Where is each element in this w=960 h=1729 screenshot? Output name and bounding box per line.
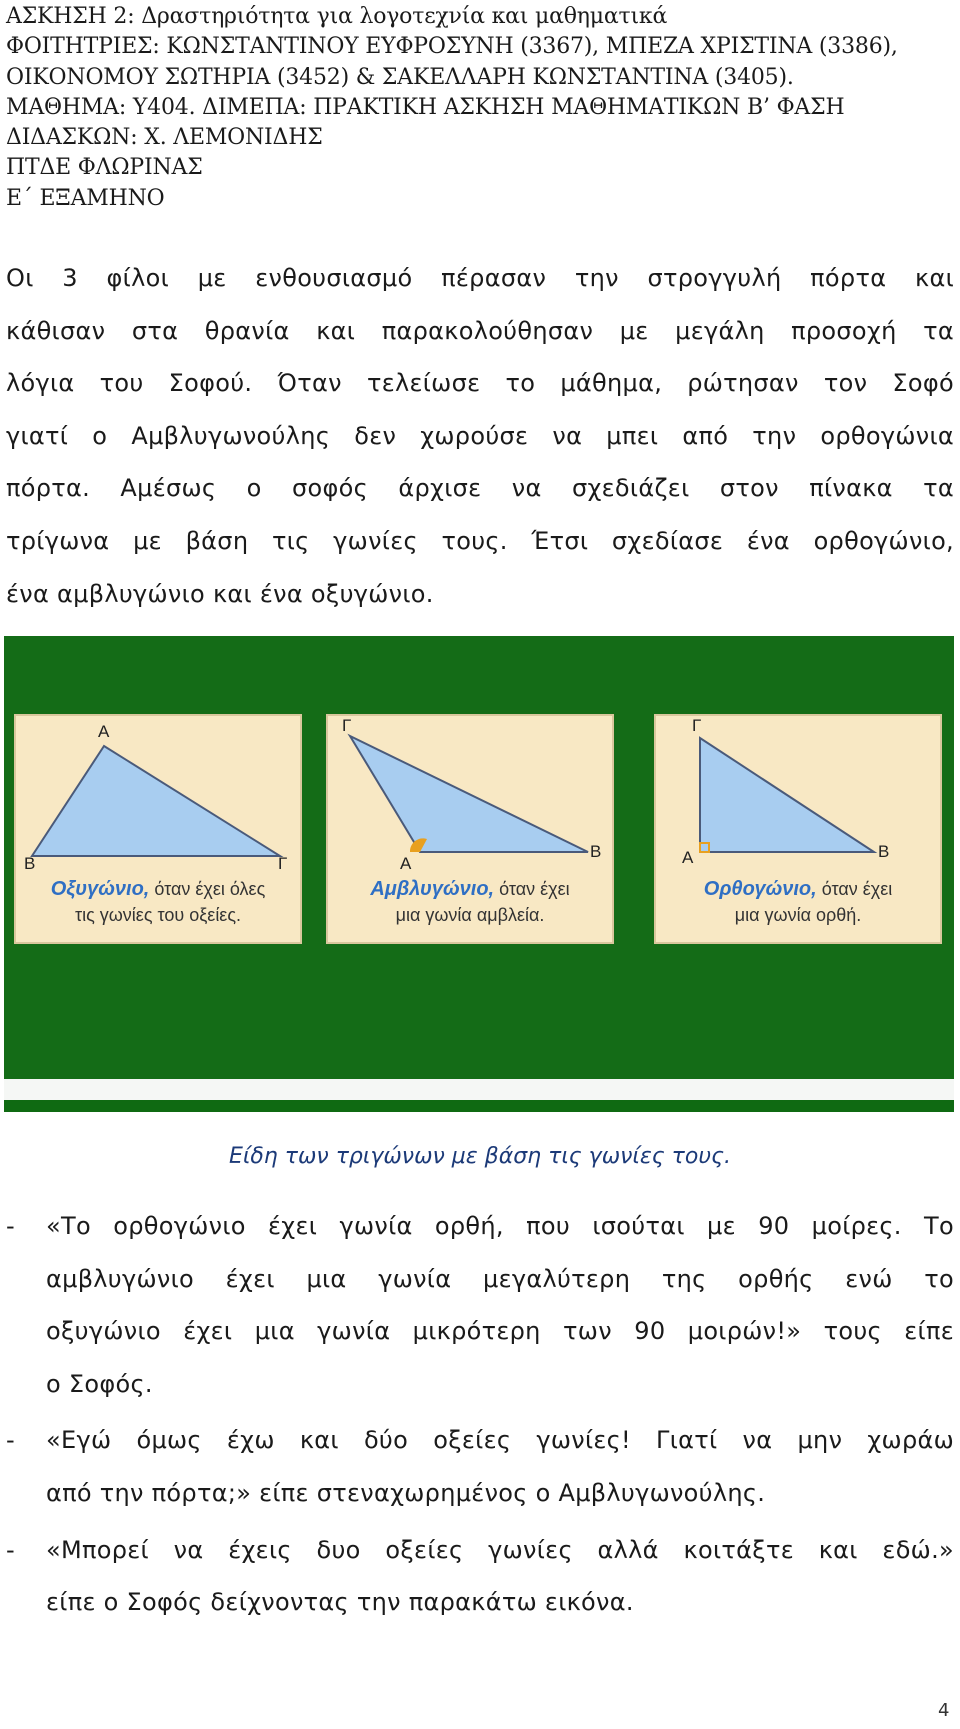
paragraph-line: τρίγωνα με βάση τις γωνίες τους. Έτσι σχεδίασε ένα ορθογώνιο, xyxy=(6,526,954,555)
vertex-label: Α xyxy=(682,848,694,867)
vertex-label: Γ xyxy=(692,716,702,735)
header-line: ΠΤΔΕ ΦΛΩΡΙΝΑΣ xyxy=(6,155,203,181)
paragraph-line: πόρτα. Αμέσως ο σοφός άρχισε να σχεδιάζει στον πίνακα τα xyxy=(6,474,954,503)
obtuse-triangle-shape xyxy=(350,736,588,852)
header-line: ΜΑΘΗΜΑ: Υ404. ΔΙΜΕΠΑ: ΠΡΑΚΤΙΚΗ ΑΣΚΗΣΗ ΜΑΘΗΜΑΤΙΚΩΝ Β’ ΦΑΣΗ xyxy=(6,94,845,120)
caption-text: τις γωνίες του οξείες. xyxy=(74,905,242,925)
dialogue-dash: - xyxy=(6,1426,15,1455)
paragraph-line: Οι 3 φίλοι με ενθουσιασμό πέρασαν την στρογγυλή πόρτα και xyxy=(6,264,954,292)
caption-text: όταν έχει xyxy=(494,879,570,899)
acute-triangle-panel xyxy=(14,714,302,944)
dialogue-dash: - xyxy=(6,1212,15,1240)
triangle-name: Ορθογώνιο, xyxy=(703,878,817,900)
vertex-label: Γ xyxy=(278,854,288,873)
caption-text: όταν έχει xyxy=(816,879,893,899)
intro-paragraph xyxy=(6,252,954,620)
dialogue-line: «Το ορθογώνιο έχει γωνία ορθή, που ισούται με 90 μοίρες. Το xyxy=(46,1212,954,1240)
vertex-label: Β xyxy=(878,842,890,861)
header-line: ΔΙΔΑΣΚΩΝ: Χ. ΛΕΜΟΝΙΔΗΣ xyxy=(6,125,323,151)
vertex-label: Α xyxy=(400,854,412,873)
dialogue-line: από την πόρτα;» είπε στεναχωρημένος ο Αμβλυγωνούλης. xyxy=(46,1478,766,1507)
dialogue-line: ο Σοφός. xyxy=(46,1369,153,1398)
triangle-name: Αμβλυγώνιο, xyxy=(370,878,495,900)
triangle-name: Οξυγώνιο, xyxy=(50,878,150,900)
header-line: ΟΙΚΟΝΟΜΟΥ ΣΩΤΗΡΙΑ (3452) & ΣΑΚΕΛΛΑΡΗ ΚΩΝΣΤΑΝΤΙΝΑ (3405). xyxy=(6,64,794,90)
page-number: 4 xyxy=(938,1700,950,1721)
dialogue-dash: - xyxy=(6,1535,15,1564)
dialogue-line: «Εγώ όμως έχω και δύο οξείες γωνίες! Γιατί να μην χωράω xyxy=(46,1426,954,1455)
paragraph-line: κάθισαν στα θρανία και παρακολούθησαν με μεγάλη προσοχή τα xyxy=(6,316,954,345)
dialogue-line: «Μπορεί να έχεις δυο οξείες γωνίες αλλά κοιτάξτε και εδώ.» xyxy=(46,1535,954,1564)
paragraph-line: γιατί ο Αμβλυγωνούλης δεν χωρούσε να μπει από την ορθογώνια xyxy=(6,421,954,450)
obtuse-triangle-caption xyxy=(328,876,612,928)
dialogue-line: οξυγώνιο έχει μια γωνία μικρότερη των 90 μοιρών!» τους είπε xyxy=(46,1317,954,1346)
caption-text: όταν έχει όλες xyxy=(149,879,266,899)
dialogue-item xyxy=(6,1200,954,1410)
vertex-label: Β xyxy=(590,842,602,861)
paragraph-line: ένα αμβλυγώνιο και ένα οξυγώνιο. xyxy=(6,579,434,608)
dialogue-item xyxy=(6,1414,954,1519)
caption-text: μια γωνία αμβλεία. xyxy=(395,905,545,925)
right-triangle-caption xyxy=(656,876,940,928)
vertex-label: Γ xyxy=(342,716,352,735)
dialogue-section xyxy=(6,1200,954,1633)
acute-triangle-caption xyxy=(16,876,300,928)
acute-triangle-shape xyxy=(32,746,280,856)
vertex-label: Α xyxy=(98,722,110,741)
header-line: ΦΟΙΤΗΤΡΙΕΣ: ΚΩΝΣΤΑΝΤΙΝΟΥ ΕΥΦΡΟΣΥΝΗ (3367), ΜΠΕΖΑ ΧΡΙΣΤΙΝΑ (3386), xyxy=(6,34,898,60)
right-triangle-panel xyxy=(654,714,942,944)
caption-text: μια γωνία ορθή. xyxy=(734,905,862,925)
dialogue-line: αμβλυγώνιο έχει μια γωνία μεγαλύτερη της ορθής ενώ το xyxy=(46,1264,954,1293)
triangle-types-figure xyxy=(4,636,954,1112)
obtuse-triangle-panel xyxy=(326,714,614,944)
dialogue-line: είπε ο Σοφός δείχνοντας την παρακάτω εικόνα. xyxy=(46,1588,634,1617)
figure-bottom-strip xyxy=(4,1100,954,1112)
header-line: Ε΄ ΕΞΑΜΗΝΟ xyxy=(6,185,165,211)
figure-caption: Είδη των τριγώνων με βάση τις γωνίες τους. xyxy=(229,1144,731,1169)
vertex-label: Β xyxy=(24,854,36,873)
paragraph-line: λόγια του Σοφού. Όταν τελείωσε το μάθημα, ρώτησαν τον Σοφό xyxy=(6,369,954,398)
right-triangle-shape xyxy=(700,738,874,852)
header-line: ΑΣΚΗΣΗ 2: Δραστηριότητα για λογοτεχνία και μαθηματικά xyxy=(6,4,668,29)
dialogue-item xyxy=(6,1524,954,1629)
document-header xyxy=(6,2,956,214)
